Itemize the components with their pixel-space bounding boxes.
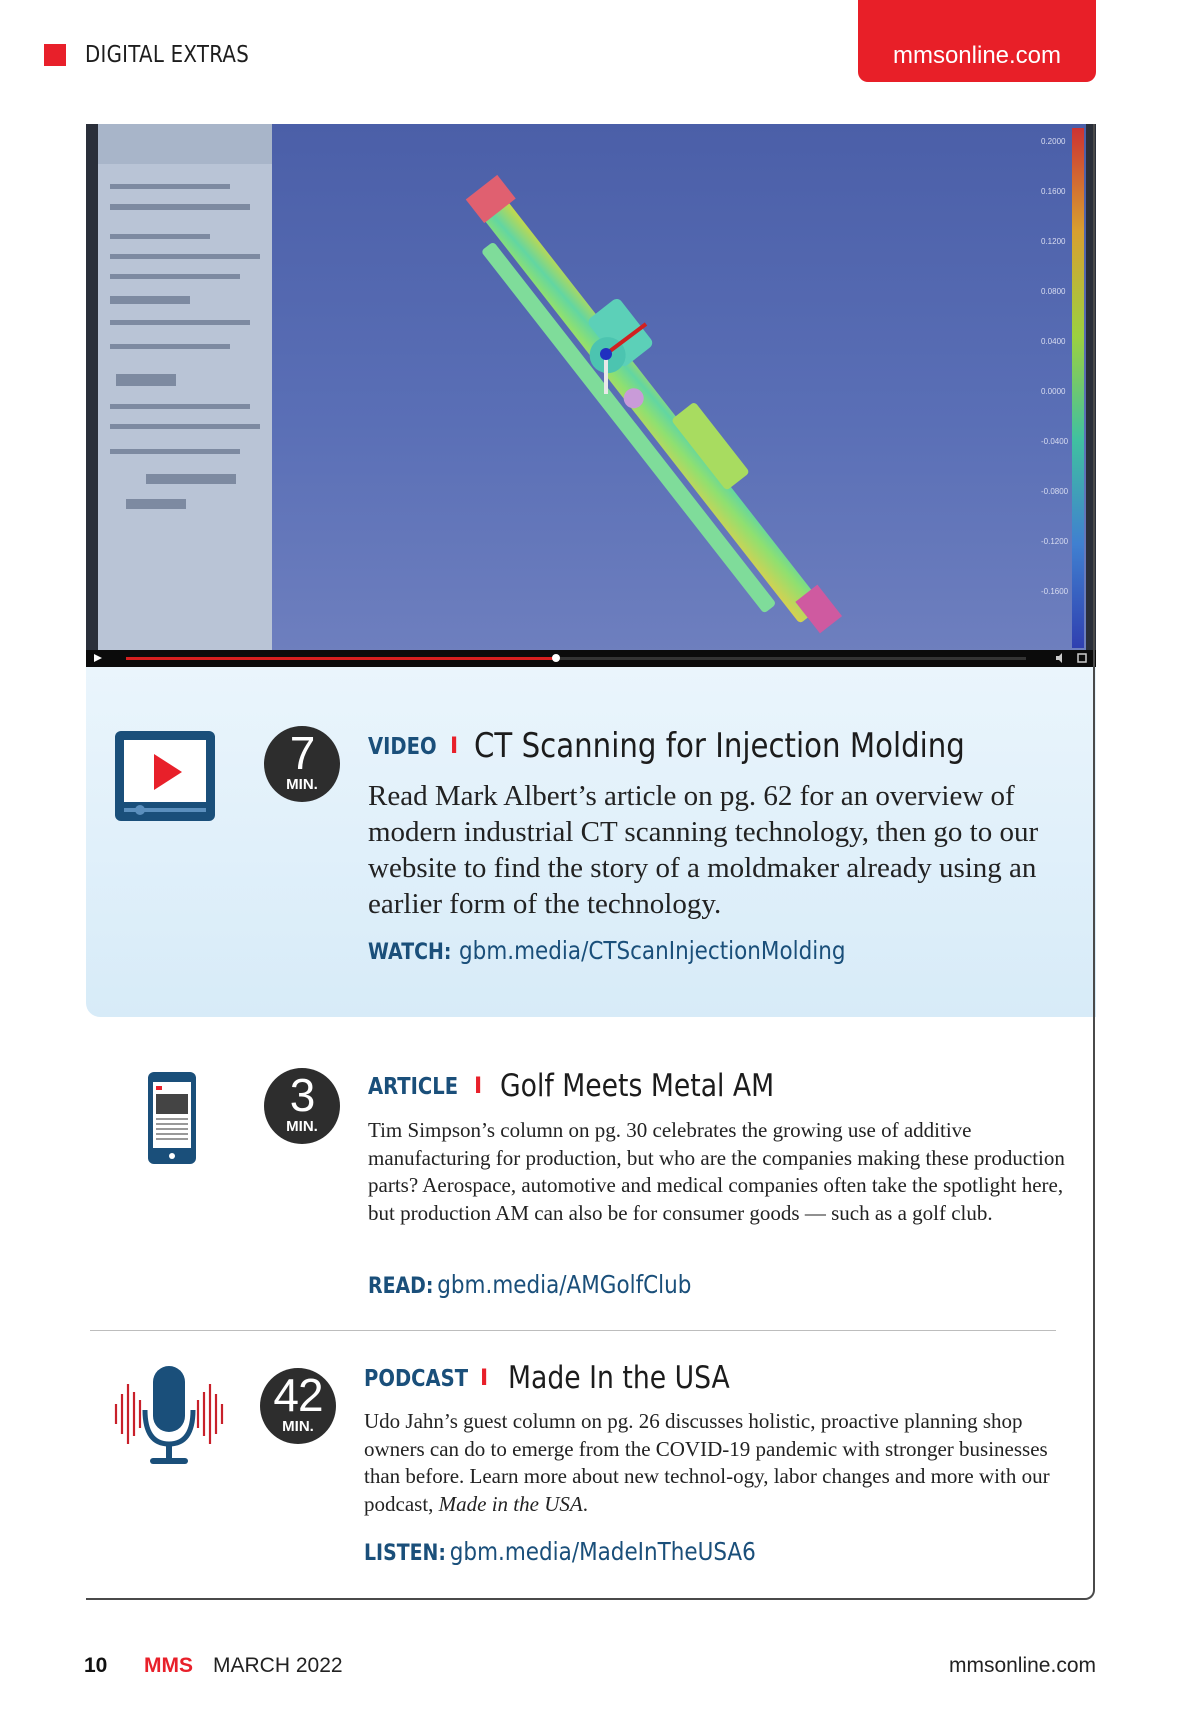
cta-label: LISTEN:: [364, 1541, 446, 1566]
item-body: [364, 1408, 1054, 1518]
item-body: Tim Simpson’s column on pg. 30 celebrates the growing use of additive manufacturing for production, but who are the companies making these production parts? Aerospace, automotive and medical companies often take the spotlight here, but production AM can also be for consumer goods — such as a golf club.: [368, 1118, 1065, 1225]
svg-text:0.1200: 0.1200: [1041, 237, 1066, 246]
item-kind: PODCAST: [364, 1366, 469, 1392]
item-cta[interactable]: [364, 1537, 756, 1566]
item-cta[interactable]: [368, 1270, 691, 1299]
section-divider: [90, 1330, 1056, 1331]
cta-label: READ:: [368, 1274, 434, 1299]
cta-link[interactable]: gbm.media/MadeInTheUSA6: [449, 1537, 756, 1566]
duration-number: 42: [273, 1369, 323, 1421]
microphone-icon: [112, 1364, 226, 1468]
duration-badge: [260, 1368, 336, 1444]
site-tab-label: mmsonline.com: [892, 42, 1062, 69]
svg-text:-0.0400: -0.0400: [1041, 437, 1069, 446]
svg-text:0.1600: 0.1600: [1041, 187, 1066, 196]
item-kind: ARTICLE: [368, 1074, 459, 1100]
section-marker-square: [44, 44, 66, 66]
magazine-brand: MMS: [144, 1654, 193, 1677]
item-separator: I: [450, 734, 459, 759]
smartphone-article-icon: [146, 1070, 198, 1166]
cta-link[interactable]: gbm.media/CTScanInjectionMolding: [459, 936, 846, 965]
svg-text:-0.0800: -0.0800: [1041, 487, 1069, 496]
podcast-name: Made in the USA: [438, 1491, 583, 1516]
item-cta[interactable]: [368, 936, 845, 965]
item-title: Golf Meets Metal AM: [500, 1068, 775, 1104]
svg-text:0.0000: 0.0000: [1041, 387, 1066, 396]
svg-text:0.2000: 0.2000: [1041, 137, 1066, 146]
duration-unit: MIN.: [286, 1118, 318, 1135]
item-separator: I: [480, 1366, 489, 1391]
video-player-icon: [112, 728, 218, 824]
issue-date: MARCH 2022: [213, 1654, 343, 1677]
page-number: 10: [84, 1654, 108, 1677]
item-body-end: .: [582, 1491, 588, 1516]
item-title: Made In the USA: [508, 1360, 730, 1396]
item-body: Read Mark Albert’s article on pg. 62 for an overview of modern industrial CT scanning technology, then go to our website to find the story of a moldmaker already using an earlier form of the technology.: [368, 780, 1039, 920]
duration-badge: [264, 726, 340, 802]
duration-badge: [264, 1068, 340, 1144]
svg-text:-0.1600: -0.1600: [1041, 587, 1069, 596]
svg-text:-0.1200: -0.1200: [1041, 537, 1069, 546]
item-separator: I: [474, 1074, 483, 1099]
svg-text:0.0400: 0.0400: [1041, 337, 1066, 346]
duration-number: 3: [289, 1069, 315, 1121]
item-kind: VIDEO: [368, 734, 437, 760]
section-label: DIGITAL EXTRAS: [85, 42, 250, 68]
item-body-text: Udo Jahn’s guest column on pg. 26 discusses holistic, proactive planning shop owners can do to emerge from the COVID-19 pandemic with stronger businesses than before. Learn more about new technol-ogy, labor changes and more with our podcast,: [364, 1409, 1050, 1516]
footer-site[interactable]: mmsonline.com: [948, 1654, 1096, 1677]
cta-label: WATCH:: [368, 940, 452, 965]
item-title: CT Scanning for Injection Molding: [474, 726, 965, 766]
duration-unit: MIN.: [282, 1418, 314, 1435]
duration-number: 7: [289, 727, 315, 779]
site-tab[interactable]: [858, 0, 1096, 82]
cta-link[interactable]: gbm.media/AMGolfClub: [437, 1270, 692, 1299]
svg-text:0.0800: 0.0800: [1041, 287, 1066, 296]
duration-unit: MIN.: [286, 776, 318, 793]
